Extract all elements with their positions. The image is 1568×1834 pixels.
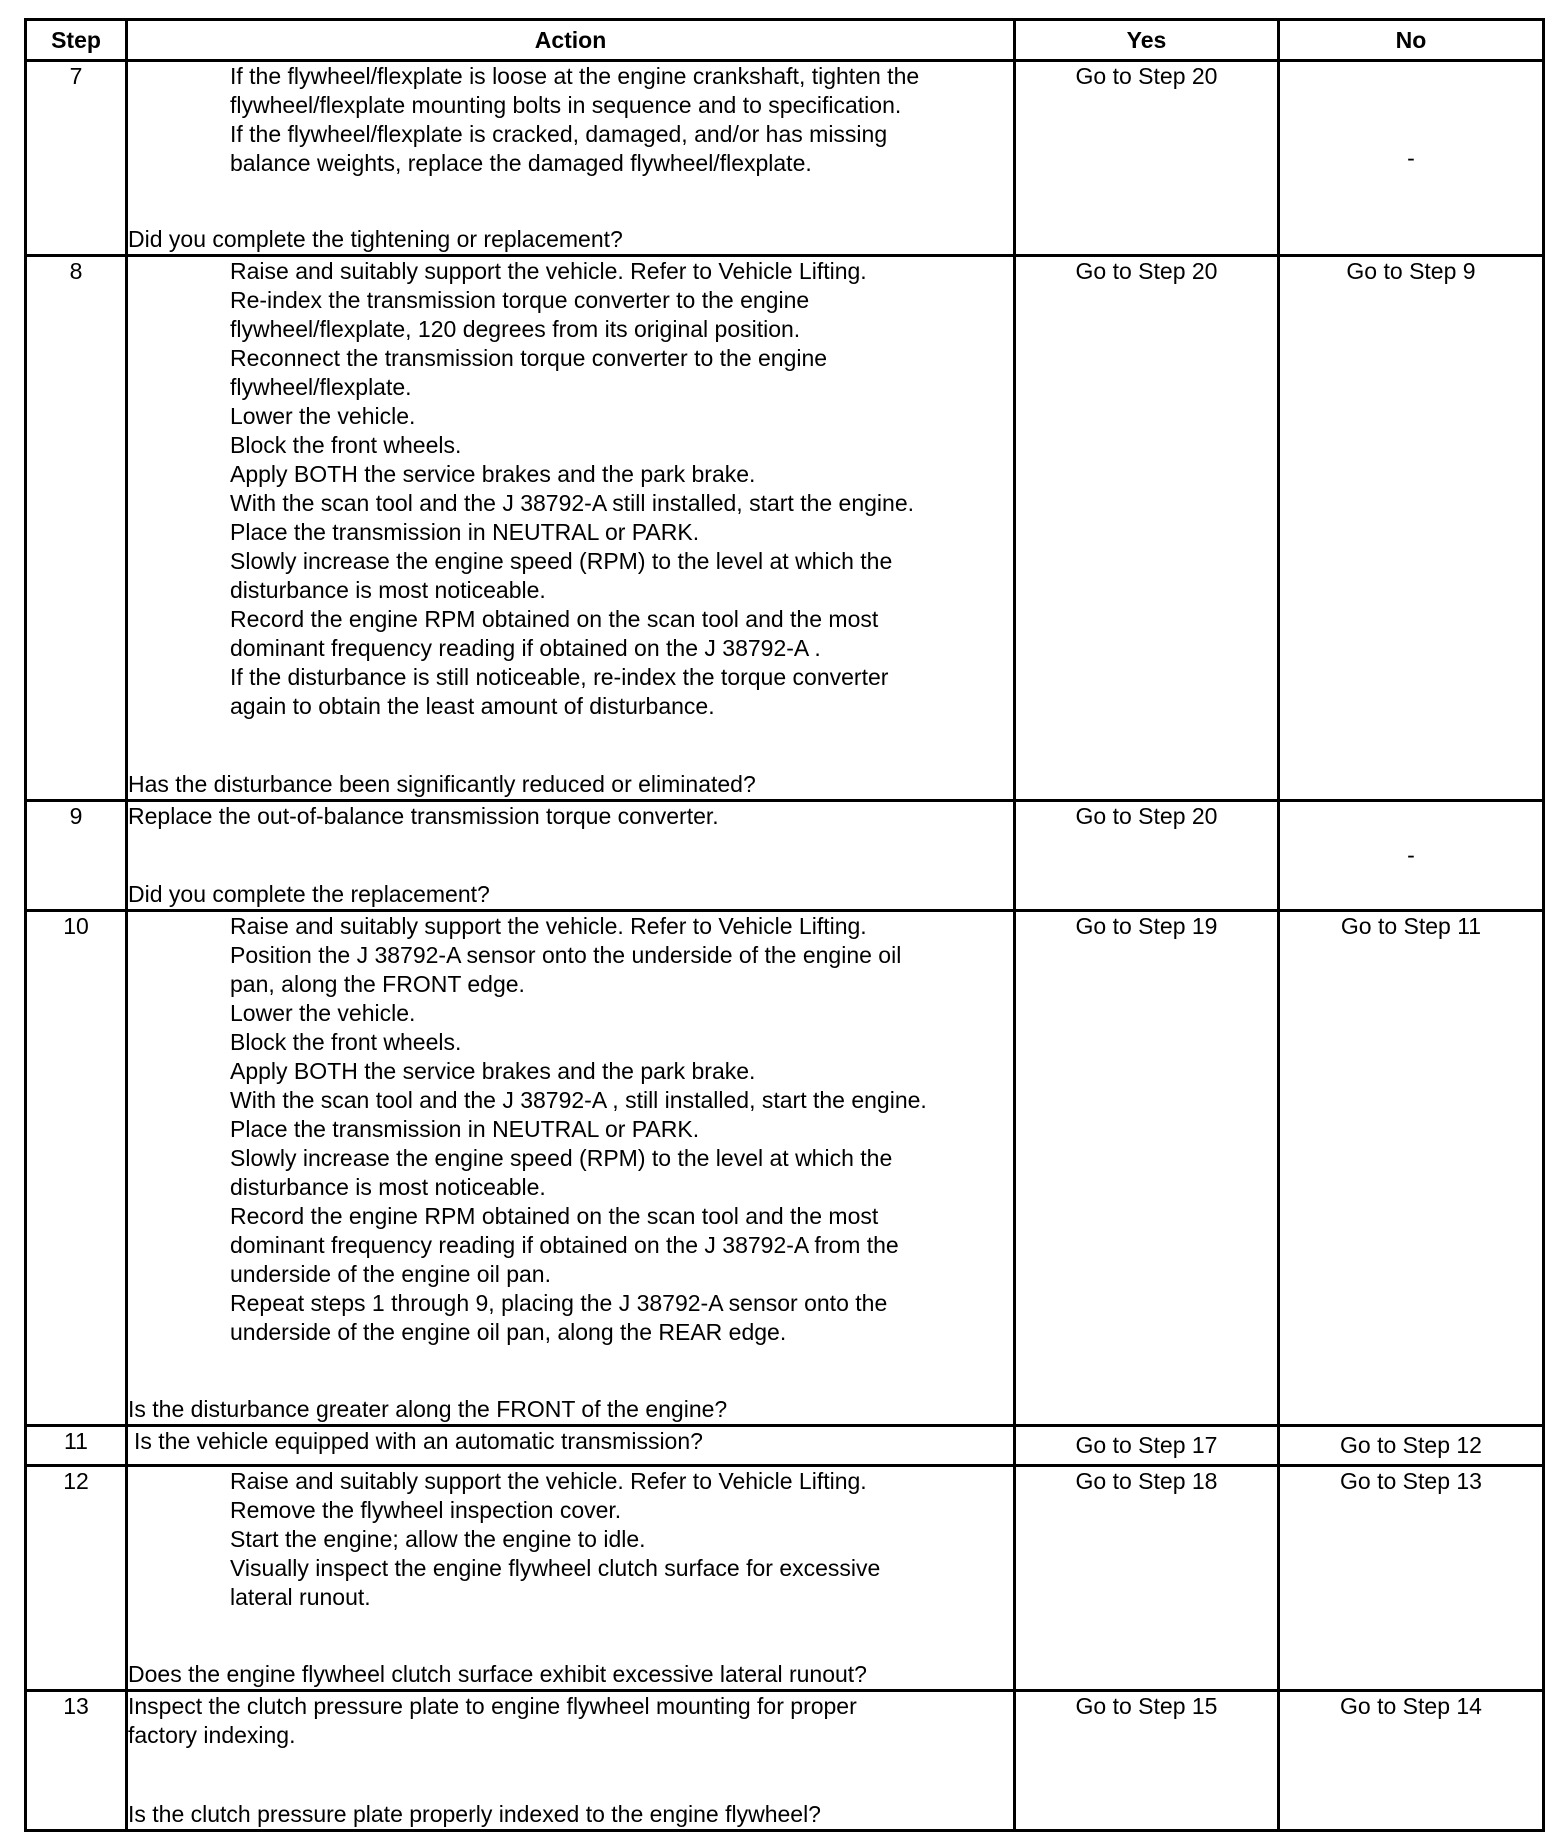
instruction-line: Slowly increase the engine speed (RPM) to the level at which the [230,548,893,574]
no-outcome: - [1279,801,1544,911]
instruction-line: factory indexing. [128,1722,296,1748]
instruction-line: Lower the vehicle. [230,1000,416,1026]
step-number: 11 [26,1426,127,1466]
instruction-line: Place the transmission in NEUTRAL or PARK. [230,1116,700,1142]
step-number: 10 [26,911,127,1426]
instruction-line: Record the engine RPM obtained on the scan tool and the most [230,606,879,632]
action-question: Has the disturbance been significantly reduced or eliminated? [128,771,756,797]
instruction-line: Place the transmission in NEUTRAL or PARK. [230,519,700,545]
action-instructions [128,62,1013,178]
no-outcome: Go to Step 12 [1279,1426,1544,1466]
action-content [128,62,1013,254]
action-question: Did you complete the replacement? [128,881,490,907]
instruction-line: Position the J 38792-A sensor onto the underside of the engine oil [230,942,902,968]
instruction-line: Raise and suitably support the vehicle. Refer to Vehicle Lifting. [230,258,867,284]
action-cell [127,61,1015,256]
step-number: 7 [26,61,127,256]
action-content [128,802,1013,909]
instruction-line: dominant frequency reading if obtained on the J 38792-A . [230,635,821,661]
instruction-line: pan, along the FRONT edge. [230,971,525,997]
instruction-line: Visually inspect the engine flywheel clutch surface for excessive [230,1555,881,1581]
instruction-line: If the flywheel/flexplate is loose at the engine crankshaft, tighten the [230,63,920,89]
step-number: 13 [26,1691,127,1831]
action-instructions [128,912,1013,1347]
header-row [26,20,1544,61]
instruction-line: dominant frequency reading if obtained on the J 38792-A from the [230,1232,899,1258]
action-instructions [128,257,1013,721]
action-content [128,257,1013,799]
instruction-line: disturbance is most noticeable. [230,577,546,603]
table-row [26,1426,1544,1466]
instruction-line: Record the engine RPM obtained on the scan tool and the most [230,1203,879,1229]
action-content [128,912,1013,1424]
instruction-line: lateral runout. [230,1584,371,1610]
instruction-line: balance weights, replace the damaged flywheel/flexplate. [230,150,812,176]
action-question: Is the vehicle equipped with an automatic transmission? [134,1428,703,1454]
action-instructions [128,1692,1013,1750]
step-number: 12 [26,1466,127,1691]
yes-outcome: Go to Step 20 [1015,256,1279,801]
instruction-line: Remove the flywheel inspection cover. [230,1497,622,1523]
no-outcome: Go to Step 9 [1279,256,1544,801]
header-action: Action [127,20,1015,61]
header-no: No [1279,20,1544,61]
no-outcome: Go to Step 13 [1279,1466,1544,1691]
table-row [26,911,1544,1426]
instruction-line: Reconnect the transmission torque converter to the engine [230,345,828,371]
diagnostic-table [24,18,1545,1832]
no-outcome: - [1279,61,1544,256]
instruction-line: flywheel/flexplate, 120 degrees from its original position. [230,316,801,342]
action-question: Is the clutch pressure plate properly indexed to the engine flywheel? [128,1801,821,1827]
action-instructions [128,802,1013,831]
header-yes: Yes [1015,20,1279,61]
instruction-line: Slowly increase the engine speed (RPM) to the level at which the [230,1145,893,1171]
action-instructions [128,1467,1013,1612]
instruction-line: Raise and suitably support the vehicle. Refer to Vehicle Lifting. [230,1468,867,1494]
no-outcome: Go to Step 14 [1279,1691,1544,1831]
instruction-line: Re-index the transmission torque converter to the engine [230,287,810,313]
action-cell [127,256,1015,801]
action-question: Is the disturbance greater along the FRONT of the engine? [128,1396,728,1422]
action-cell [127,1466,1015,1691]
action-cell [127,1426,1015,1466]
instruction-line: With the scan tool and the J 38792-A , still installed, start the engine. [230,1087,927,1113]
instruction-line: Inspect the clutch pressure plate to engine flywheel mounting for proper [128,1693,857,1719]
instruction-line: If the disturbance is still noticeable, re-index the torque converter [230,664,889,690]
action-content [134,1427,1005,1464]
yes-outcome: Go to Step 15 [1015,1691,1279,1831]
instruction-line: Apply BOTH the service brakes and the park brake. [230,461,756,487]
header-step: Step [26,20,127,61]
table-row [26,61,1544,256]
instruction-line: again to obtain the least amount of disturbance. [230,693,715,719]
table-row [26,1691,1544,1831]
instruction-line: Block the front wheels. [230,432,462,458]
action-cell [127,911,1015,1426]
action-content [128,1692,1013,1829]
instruction-line: flywheel/flexplate mounting bolts in sequence and to specification. [230,92,902,118]
instruction-line: Apply BOTH the service brakes and the park brake. [230,1058,756,1084]
action-question: Does the engine flywheel clutch surface exhibit excessive lateral runout? [128,1661,867,1687]
instruction-line: Lower the vehicle. [230,403,416,429]
table-row [26,1466,1544,1691]
action-cell [127,801,1015,911]
action-question: Did you complete the tightening or replacement? [128,226,623,252]
instruction-line: Repeat steps 1 through 9, placing the J 38792-A sensor onto the [230,1290,888,1316]
yes-outcome: Go to Step 18 [1015,1466,1279,1691]
instruction-line: With the scan tool and the J 38792-A still installed, start the engine. [230,490,915,516]
instruction-line: If the flywheel/flexplate is cracked, damaged, and/or has missing [230,121,888,147]
instruction-line: Replace the out-of-balance transmission torque converter. [128,803,719,829]
instruction-line: Raise and suitably support the vehicle. Refer to Vehicle Lifting. [230,913,867,939]
action-content [128,1467,1013,1689]
instruction-line: Block the front wheels. [230,1029,462,1055]
instruction-line: underside of the engine oil pan. [230,1261,551,1287]
yes-outcome: Go to Step 19 [1015,911,1279,1426]
step-number: 8 [26,256,127,801]
no-outcome: Go to Step 11 [1279,911,1544,1426]
instruction-line: Start the engine; allow the engine to idle. [230,1526,646,1552]
yes-outcome: Go to Step 17 [1015,1426,1279,1466]
yes-outcome: Go to Step 20 [1015,801,1279,911]
instruction-line: underside of the engine oil pan, along the REAR edge. [230,1319,787,1345]
instruction-line: disturbance is most noticeable. [230,1174,546,1200]
table-row [26,256,1544,801]
yes-outcome: Go to Step 20 [1015,61,1279,256]
table-row [26,801,1544,911]
step-number: 9 [26,801,127,911]
instruction-line: flywheel/flexplate. [230,374,412,400]
action-cell [127,1691,1015,1831]
